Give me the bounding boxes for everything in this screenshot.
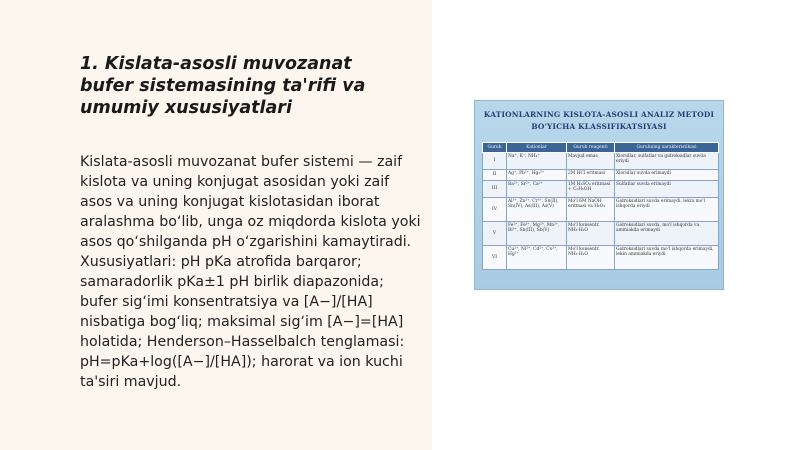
table-row	[483, 198, 719, 222]
table-cell: VI	[483, 246, 507, 270]
table-cell: Gidroksidlari suvda erimaydi, lekin mo'l ishqorda eriydi	[615, 198, 719, 222]
table-cell: 2M HCl eritmasi	[567, 170, 615, 181]
table-cell: Ag⁺, Pb²⁺, Hg₂²⁺	[507, 170, 567, 181]
table-cell: IV	[483, 198, 507, 222]
image-title-line-1: KATIONLARNING KISLOTA-ASOSLI ANALIZ METODI	[483, 110, 715, 119]
table-row	[483, 181, 719, 198]
table-cell: V	[483, 222, 507, 246]
image-title-line-2: BO'YICHA KLASSIFIKATSIYASI	[531, 122, 667, 131]
table-cell: I	[483, 153, 507, 170]
table-cell: Mo'l konsentr. NH₃·H₂O	[567, 246, 615, 270]
table-cell: Al³⁺, Zn²⁺, Cr³⁺, Sn(II), Sn(IV), As(III), As(V)	[507, 198, 567, 222]
table-cell: Cu²⁺, Ni²⁺, Cd²⁺, Co²⁺, Hg²⁺	[507, 246, 567, 270]
table-cell: Ba²⁺, Sr²⁺, Ca²⁺	[507, 181, 567, 198]
table-cell: Mavjud emas	[567, 153, 615, 170]
table-header: Guruhning xarakteristikasi	[615, 143, 719, 153]
image-title	[475, 109, 723, 133]
table-cell: Xloridlar, sulfatlar va gidroksidlar suvda eriydi	[615, 153, 719, 170]
classification-table-image	[474, 100, 724, 290]
table-cell: Mo'l konsentr. NH₃·H₂O	[567, 222, 615, 246]
table-header-row	[483, 143, 719, 153]
table-cell: Na⁺, K⁺, NH₄⁺	[507, 153, 567, 170]
table-header: Guruh	[483, 143, 507, 153]
table-cell: Gidroksidlari suvda, mo'l ishqorda va ammiakda erimaydi	[615, 222, 719, 246]
slide-body-text: Kislata-asosli muvozanat bufer sistemi — zaif kislota va uning konjugat asosidan yoki zaif asos va uning konjugat kislotasidan iborat aralashma bo‘lib, unga oz miqdorda kislota yoki asos qo‘shilganda pH o‘zgarishini kamaytiradi. Xususiyatlari: pH pKa atrofida barqaror; samaradorlik pKa±1 pH birlik diapazonida; bufer sig‘imi konsentratsiya va [A−]/[HA] nisbatiga bog‘liq; maksimal sig‘im [A−]=[HA] holatida; Henderson–Hasselbalch tenglamasi: pH=pKa+log([A−]/[HA]); harorat va ion kuchi ta'siri mavjud.	[80, 154, 421, 390]
table-cell: Xloridlar suvda erimaydi	[615, 170, 719, 181]
table-row	[483, 153, 719, 170]
table-cell: 1M H₂SO₄ eritmasi + C₂H₅OH	[567, 181, 615, 198]
slide-title: 1. Kislata-asosli muvozanat bufer sistemasining ta'rifi va umumiy xususiyatlari	[80, 54, 366, 118]
table-cell: Fe²⁺, Fe³⁺, Mg²⁺, Mn²⁺, Bi³⁺, Sb(III), Sb(V)	[507, 222, 567, 246]
table-header: Kationlar	[507, 143, 567, 153]
table-cell: Mo'l 6M NaOH eritmasi va H₂O₂	[567, 198, 615, 222]
table-row	[483, 222, 719, 246]
table-row	[483, 246, 719, 270]
table-cell: Sulfatlar suvda erimaydi	[615, 181, 719, 198]
table-cell: II	[483, 170, 507, 181]
table-row	[483, 170, 719, 181]
table-cell: III	[483, 181, 507, 198]
table-cell: Gidroksidlari suvda mo'l ishqorda erimaydi, lekin ammiakda eriydi	[615, 246, 719, 270]
table-header: Guruh reagenti	[567, 143, 615, 153]
cation-classification-table	[482, 142, 719, 270]
